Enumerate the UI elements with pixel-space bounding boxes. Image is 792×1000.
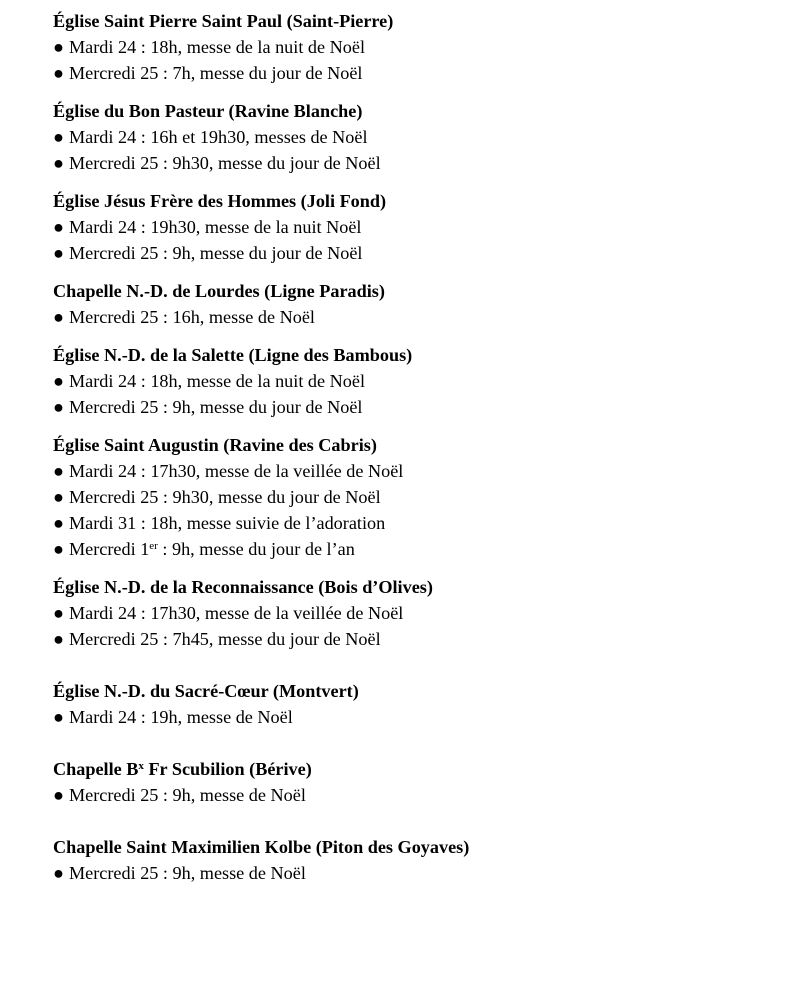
church-heading: Église du Bon Pasteur (Ravine Blanche) bbox=[53, 101, 363, 121]
bullet-icon: ● bbox=[53, 153, 64, 173]
church-section-salette bbox=[53, 342, 773, 420]
church-heading: Église Saint Augustin (Ravine des Cabris) bbox=[53, 435, 377, 455]
church-section-saint-pierre bbox=[53, 8, 773, 86]
bullet-icon: ● bbox=[53, 513, 64, 533]
schedule-item bbox=[53, 394, 773, 420]
bullet-icon: ● bbox=[53, 307, 64, 327]
bullet-icon: ● bbox=[53, 539, 64, 559]
schedule-text: Mercredi 25 : 7h, messe du jour de Noël bbox=[69, 63, 363, 83]
schedule-item bbox=[53, 458, 773, 484]
bullet-icon: ● bbox=[53, 243, 64, 263]
schedule-text: Mardi 24 : 18h, messe de la nuit de Noël bbox=[69, 371, 365, 391]
bullet-icon: ● bbox=[53, 487, 64, 507]
heading-text-before: Chapelle B bbox=[53, 759, 139, 779]
bullet-icon: ● bbox=[53, 603, 64, 623]
schedule-text-before: Mercredi 1 bbox=[69, 539, 150, 559]
schedule-item bbox=[53, 484, 773, 510]
church-section-bon-pasteur bbox=[53, 98, 773, 176]
schedule-text: Mercredi 25 : 9h30, messe du jour de Noël bbox=[69, 153, 381, 173]
bullet-icon: ● bbox=[53, 371, 64, 391]
bullet-icon: ● bbox=[53, 397, 64, 417]
schedule-text: Mardi 24 : 16h et 19h30, messes de Noël bbox=[69, 127, 368, 147]
schedule-item bbox=[53, 240, 773, 266]
schedule-text: Mardi 24 : 19h, messe de Noël bbox=[69, 707, 293, 727]
church-section-lourdes bbox=[53, 278, 773, 330]
church-heading: Église N.-D. du Sacré-Cœur (Montvert) bbox=[53, 681, 359, 701]
schedule-item bbox=[53, 860, 773, 886]
bullet-icon: ● bbox=[53, 863, 64, 883]
schedule-text: Mardi 24 : 17h30, messe de la veillée de Noël bbox=[69, 461, 404, 481]
ordinal-superscript: er bbox=[149, 540, 158, 552]
schedule-item bbox=[53, 510, 773, 536]
church-section-sacre-coeur bbox=[53, 678, 773, 730]
schedule-item bbox=[53, 214, 773, 240]
schedule-item bbox=[53, 304, 773, 330]
schedule-text-after: : 9h, messe du jour de l’an bbox=[157, 539, 355, 559]
schedule-text: Mercredi 25 : 7h45, messe du jour de Noël bbox=[69, 629, 381, 649]
schedule-item bbox=[53, 150, 773, 176]
schedule-text: Mercredi 25 : 9h, messe du jour de Noël bbox=[69, 397, 363, 417]
bullet-icon: ● bbox=[53, 629, 64, 649]
schedule-item bbox=[53, 600, 773, 626]
schedule-item bbox=[53, 704, 773, 730]
church-heading: Église Saint Pierre Saint Paul (Saint-Pierre) bbox=[53, 11, 394, 31]
bullet-icon: ● bbox=[53, 217, 64, 237]
bullet-icon: ● bbox=[53, 37, 64, 57]
bullet-icon: ● bbox=[53, 127, 64, 147]
church-heading: Église N.-D. de la Salette (Ligne des Bambous) bbox=[53, 345, 413, 365]
abbreviation-superscript: x bbox=[138, 760, 144, 772]
schedule-item bbox=[53, 626, 773, 652]
church-heading: Église N.-D. de la Reconnaissance (Bois d’Olives) bbox=[53, 577, 433, 597]
church-heading: Chapelle N.-D. de Lourdes (Ligne Paradis) bbox=[53, 281, 385, 301]
church-heading: Église Jésus Frère des Hommes (Joli Fond) bbox=[53, 191, 387, 211]
church-section-scubilion bbox=[53, 756, 773, 808]
schedule-text: Mardi 24 : 18h, messe de la nuit de Noël bbox=[69, 37, 365, 57]
heading-text-after: Fr Scubilion (Bérive) bbox=[143, 759, 312, 779]
schedule-item bbox=[53, 124, 773, 150]
schedule-text: Mercredi 25 : 16h, messe de Noël bbox=[69, 307, 315, 327]
schedule-item bbox=[53, 368, 773, 394]
church-heading: Chapelle Saint Maximilien Kolbe (Piton des Goyaves) bbox=[53, 837, 470, 857]
bullet-icon: ● bbox=[53, 785, 64, 805]
schedule-text: Mardi 24 : 19h30, messe de la nuit Noël bbox=[69, 217, 362, 237]
church-section-saint-augustin bbox=[53, 432, 773, 562]
bullet-icon: ● bbox=[53, 461, 64, 481]
bullet-icon: ● bbox=[53, 707, 64, 727]
schedule-text: Mardi 31 : 18h, messe suivie de l’adoration bbox=[69, 513, 386, 533]
church-heading bbox=[53, 756, 773, 782]
church-section-jesus-frere bbox=[53, 188, 773, 266]
schedule-item bbox=[53, 34, 773, 60]
church-section-reconnaissance bbox=[53, 574, 773, 652]
schedule-text: Mardi 24 : 17h30, messe de la veillée de Noël bbox=[69, 603, 404, 623]
schedule-item bbox=[53, 536, 773, 562]
mass-schedule-document bbox=[53, 8, 773, 886]
bullet-icon: ● bbox=[53, 63, 64, 83]
schedule-item bbox=[53, 60, 773, 86]
church-section-kolbe bbox=[53, 834, 773, 886]
schedule-text: Mercredi 25 : 9h, messe de Noël bbox=[69, 785, 306, 805]
schedule-item bbox=[53, 782, 773, 808]
schedule-text: Mercredi 25 : 9h30, messe du jour de Noël bbox=[69, 487, 381, 507]
schedule-text: Mercredi 25 : 9h, messe de Noël bbox=[69, 863, 306, 883]
schedule-text: Mercredi 25 : 9h, messe du jour de Noël bbox=[69, 243, 363, 263]
